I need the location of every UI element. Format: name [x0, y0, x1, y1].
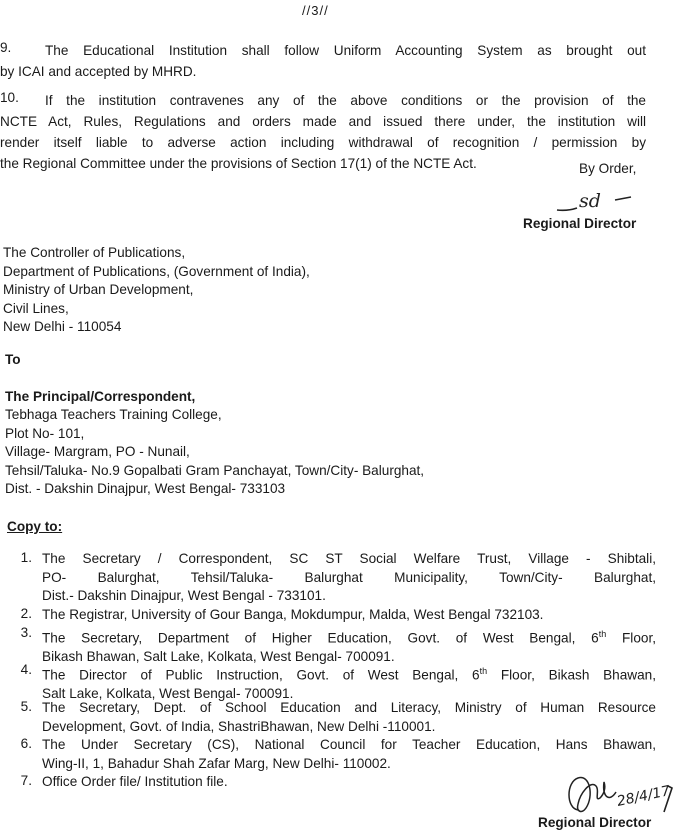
- list-item-number: 5.: [20, 699, 32, 714]
- recipient-line: Village- Margram, PO - Nunail,: [5, 444, 190, 459]
- condition-9-number: 9.: [0, 40, 12, 55]
- list-item-line: Development, Govt. of India, ShastriBhawan, New Delhi -110001.: [42, 718, 436, 734]
- list-item-line: The Secretary, Department of Higher Education, Govt. of West Bengal, 6th Floor,: [42, 629, 656, 646]
- condition-9-line: by ICAI and accepted by MHRD.: [0, 64, 197, 79]
- list-item-line: Salt Lake, Kolkata, West Bengal- 700091.: [42, 686, 294, 702]
- recipient-address: [5, 406, 424, 499]
- list-item-text: [42, 550, 656, 606]
- list-item-line: The Director of Public Instruction, Govt. of West Bengal, 6th Floor, Bikash Bhawan,: [42, 666, 657, 683]
- list-item-text: [42, 699, 656, 736]
- recipient-line: Plot No- 101,: [5, 425, 85, 441]
- by-order-label: By Order,: [579, 161, 637, 176]
- condition-10-line: render itself liable to adverse action including withdrawal of recognition / permission by: [0, 135, 646, 150]
- list-item-line: PO- Balurghat, Tehsil/Taluka- Balurghat Municipality, Town/City- Balurghat,: [42, 569, 656, 585]
- list-item-line: Dist.- Dakshin Dinajpur, West Bengal - 733101.: [42, 588, 326, 603]
- handwritten-date: 28/4/17: [615, 783, 672, 810]
- sd-signature: [555, 190, 635, 216]
- condition-10-line: the Regional Committee under the provisions of Section 17(1) of the NCTE Act.: [0, 156, 477, 171]
- condition-9-text: [0, 40, 646, 82]
- list-item-number: 2.: [20, 606, 32, 621]
- list-item-line: The Under Secretary (CS), National Council for Teacher Education, Hans Bhawan,: [42, 737, 656, 752]
- list-item-line: The Secretary, Dept. of School Education and Literacy, Ministry of Human Resource: [42, 700, 656, 715]
- footer-regional-director: Regional Director: [538, 815, 652, 830]
- list-item-line: The Secretary / Correspondent, SC ST Social Welfare Trust, Village - Shibtali,: [42, 551, 656, 566]
- list-item-number: 3.: [20, 625, 32, 640]
- list-item-number: 1.: [20, 550, 32, 565]
- to-label: To: [5, 352, 21, 367]
- sd-signature-text: sd: [579, 190, 601, 212]
- list-item-text: [42, 606, 656, 625]
- address-line: Department of Publications, (Government of India),: [3, 263, 310, 279]
- condition-10-line: If the institution contravenes any of the above conditions or the provision of the: [45, 93, 646, 108]
- condition-10-text: [0, 90, 646, 174]
- regional-director-label: Regional Director: [523, 216, 637, 231]
- recipient-line: Dist. - Dakshin Dinajpur, West Bengal- 733103: [5, 481, 286, 496]
- recipient-title: The Principal/Correspondent,: [5, 389, 196, 404]
- copy-to-heading: Copy to:: [7, 519, 63, 534]
- condition-10-number: 10.: [0, 90, 19, 105]
- recipient-line: Tehsil/Taluka- No.9 Gopalbati Gram Panchayat, Town/City- Balurghat,: [5, 462, 425, 478]
- publications-address: [3, 244, 310, 337]
- list-item-line: Wing-II, 1, Bahadur Shah Zafar Marg, New Delhi- 110002.: [42, 755, 391, 771]
- list-item-text: [42, 662, 656, 704]
- list-item-line: The Registrar, University of Gour Banga, Mokdumpur, Malda, West Bengal 732103.: [42, 607, 544, 622]
- handwritten-signature: [560, 768, 680, 820]
- list-item-number: 4.: [20, 662, 32, 677]
- address-line: New Delhi - 110054: [3, 319, 122, 334]
- list-item-line: Office Order file/ Institution file.: [42, 774, 228, 789]
- address-line: The Controller of Publications,: [3, 245, 186, 260]
- list-item-number: 7.: [20, 773, 32, 788]
- list-item-number: 6.: [20, 736, 32, 751]
- page-number: //3//: [302, 3, 329, 18]
- condition-9-line: The Educational Institution shall follow Uniform Accounting System as brought out: [45, 43, 646, 58]
- address-line: Ministry of Urban Development,: [3, 282, 194, 297]
- list-item-text: [42, 625, 656, 667]
- condition-10-line: NCTE Act, Rules, Regulations and orders made and issued there under, the institution will: [0, 114, 646, 129]
- address-line: Civil Lines,: [3, 300, 69, 316]
- list-item-line: Bikash Bhawan, Salt Lake, Kolkata, West Bengal- 700091.: [42, 649, 395, 665]
- recipient-line: Tebhaga Teachers Training College,: [5, 407, 222, 422]
